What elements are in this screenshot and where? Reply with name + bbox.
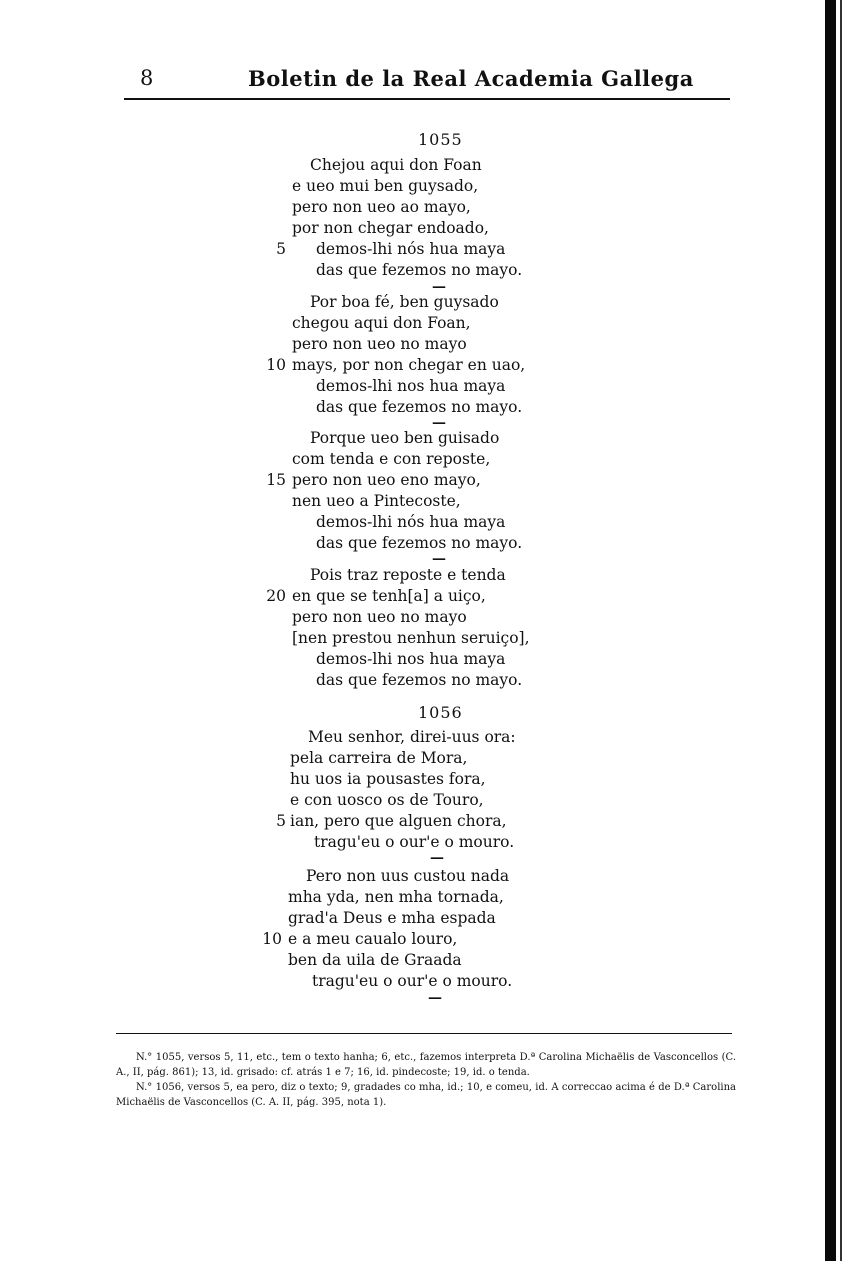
verse-line: ian, pero que alguen chora,: [290, 812, 507, 830]
line-number: 10: [262, 930, 282, 948]
verse-line: pero non ueo no mayo: [292, 335, 467, 353]
header-rule: [124, 98, 730, 100]
verse-line: pero non ueo ao mayo,: [292, 198, 471, 216]
verse-line: grad'a Deus e mha espada: [288, 909, 496, 927]
footnote-rule: [116, 1033, 732, 1034]
line-number: 10: [266, 356, 286, 374]
verse-line: das que fezemos no mayo.: [316, 398, 523, 416]
verse-line: Por boa fé, ben guysado: [310, 293, 499, 311]
verse-line: pero non ueo eno mayo,: [292, 471, 481, 489]
verse-line: Pero non uus custou nada: [306, 867, 510, 885]
stanza-separator: —: [432, 551, 446, 567]
verse-line: e con uosco os de Touro,: [290, 791, 484, 809]
scan-edge-line: [840, 0, 842, 1261]
page-number: 8: [140, 66, 154, 90]
footnote-1056: N.° 1056, versos 5, ea pero, diz o texto; 9, gradades co mha, id.; 10, e comeu, id. A correccao acima é de D.ª Carolina Michaëlis de Vasconcellos (C. A. II, pág. 395, nota 1).: [116, 1082, 736, 1108]
line-number: 5: [276, 812, 286, 830]
verse-line: ben da uila de Graada: [288, 951, 462, 969]
verse-line: Chejou aqui don Foan: [310, 156, 482, 174]
verse-line: Meu senhor, direi-uus ora:: [308, 728, 516, 746]
page-header: [120, 66, 732, 100]
verse-line: demos-lhi nós hua maya: [316, 240, 506, 258]
scan-edge-shadow: [825, 0, 836, 1261]
verse-line: e ueo mui ben guysado,: [292, 177, 479, 195]
verse-line: pela carreira de Mora,: [290, 749, 468, 767]
verse-line: [nen prestou nenhun seruiço],: [292, 629, 530, 647]
verse-line: en que se tenh[a] a uiço,: [292, 587, 486, 605]
verse-line: demos-lhi nos hua maya: [316, 650, 506, 668]
verse-line: mays, por non chegar en uao,: [292, 356, 526, 374]
footnote-1055: N.° 1055, versos 5, 11, etc., tem o texto hanha; 6, etc., fazemos interpreta D.ª Carolina Michaëlis de Vasconcellos (C. A., II, pág. 861); 13, id. grisado: cf. atrás 1 e 7; 16, id. pindecoste; 19, id. o tenda.: [116, 1052, 736, 1078]
verse-line: chegou aqui don Foan,: [292, 314, 471, 332]
verse-line: mha yda, nen mha tornada,: [288, 888, 504, 906]
stanza-separator: —: [432, 279, 446, 295]
verse-line: tragu'eu o our'e o mouro.: [314, 833, 515, 851]
verse-line: Porque ueo ben guisado: [310, 429, 500, 447]
verse-line: das que fezemos no mayo.: [316, 671, 523, 689]
verse-line: tragu'eu o our'e o mouro.: [312, 972, 513, 990]
line-number: 15: [266, 471, 286, 489]
verse-line: das que fezemos no mayo.: [316, 534, 523, 552]
line-number: 20: [266, 587, 286, 605]
verse-line: demos-lhi nos hua maya: [316, 377, 506, 395]
line-number: 5: [276, 240, 286, 258]
poem-number: 1055: [418, 130, 463, 149]
verse-line: com tenda e con reposte,: [292, 450, 491, 468]
stanza-separator: —: [432, 415, 446, 431]
verse-line: e a meu caualo louro,: [288, 930, 458, 948]
verse-line: Pois traz reposte e tenda: [310, 566, 506, 584]
verse-line: demos-lhi nós hua maya: [316, 513, 506, 531]
poem-number: 1056: [418, 703, 463, 722]
footnotes: [116, 1050, 736, 1110]
stanza-separator: —: [428, 990, 442, 1006]
verse-line: pero non ueo no mayo: [292, 608, 467, 626]
stanza-separator: —: [430, 850, 444, 866]
verse-line: por non chegar endoado,: [292, 219, 489, 237]
verse-line: hu uos ia pousastes fora,: [290, 770, 486, 788]
verse-line: nen ueo a Pintecoste,: [292, 492, 461, 510]
verse-line: das que fezemos no mayo.: [316, 261, 523, 279]
running-title: Boletin de la Real Academia Gallega: [248, 66, 694, 91]
